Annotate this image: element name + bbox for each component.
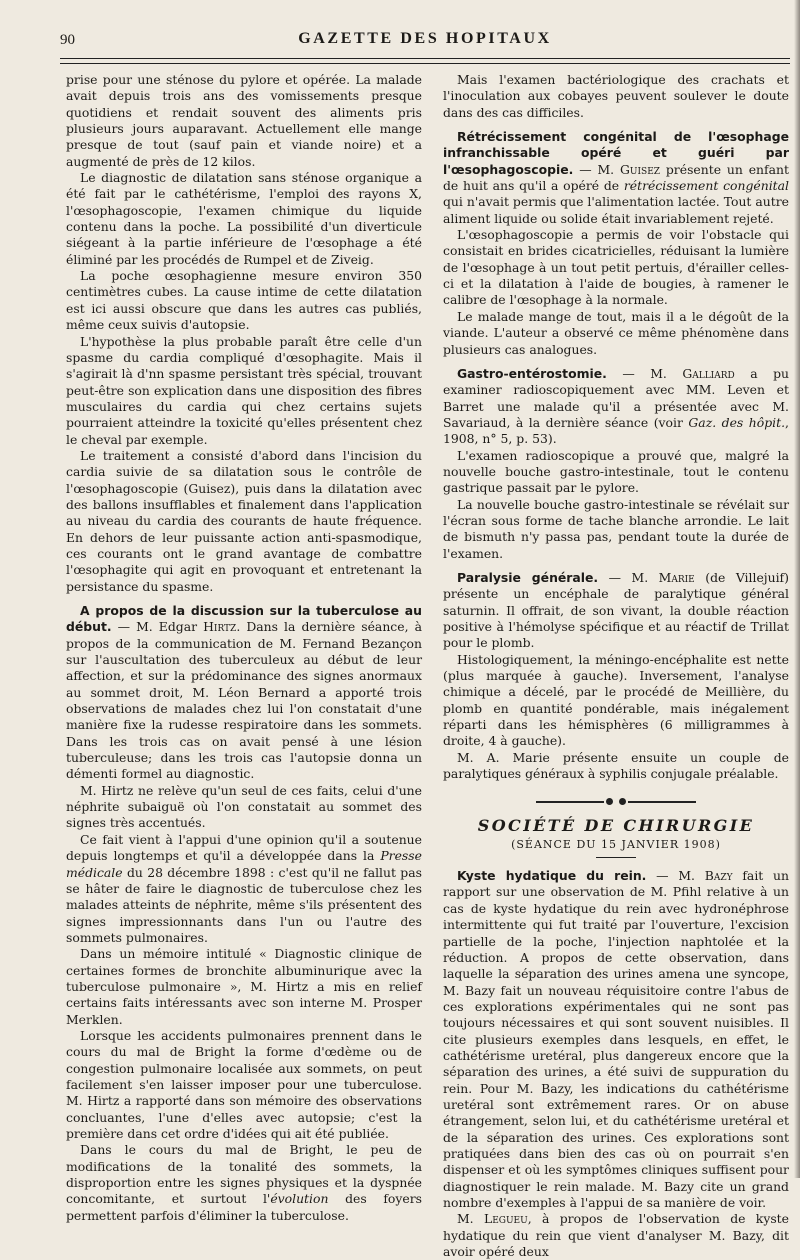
text-run: présente un enfant de huit ans qu'il a opéré de (443, 161, 789, 194)
paragraph (66, 1142, 422, 1224)
author-name: Legueu (483, 1211, 528, 1227)
section-heading: A propos de la discussion sur la tuberculose au début. (66, 603, 422, 635)
paragraph: Le malade mange de tout, mais il a le dégoût de la viande. L'auteur a observé ce même phénomène dans plusieurs cas analogues. (443, 308, 789, 357)
text-run: , 1908, n° 5, p. 53). (443, 414, 789, 447)
paragraph: M. A. Marie présente ensuite un couple de paralytiques généraux à syphilis conjugale préalable. (443, 749, 789, 782)
author-prefix: — M. (579, 161, 615, 177)
society-title: SOCIÉTÉ DE CHIRURGIE (477, 816, 755, 836)
paragraph (443, 1211, 789, 1260)
divider-line (628, 801, 696, 803)
page-number: 90 (60, 32, 75, 48)
author-name: Galliard (682, 365, 735, 381)
author-prefix: — M. (608, 569, 649, 585)
emphasis: rétrécissement congénital (623, 178, 789, 194)
paragraph: Lorsque les accidents pulmonaires prennent dans le cours du mal de Bright la forme d'œdème ou de congestion pulmonaire localisée aux sommets, on peut facilement s'en laisser imposer pour une tuberculose. M. Hirtz a rapporté dans son mémoire des observations concluantes, l'une d'elles avec autopsie; c'est la première dans cet ordre d'idées qui ait été publiée. (66, 1027, 422, 1141)
paragraph: M. Hirtz ne relève qu'un seul de ces faits, celui d'une néphrite subaiguë où l'on constatait au sommet des signes très accentués. (66, 782, 422, 831)
paragraph: Mais l'examen bactériologique des crachats et l'inoculation aux cobayes peuvent soulever le doute dans des cas difficiles. (443, 72, 789, 120)
right-column (443, 72, 789, 1260)
section-heading: Rétrécissement congénital de l'œsophage infranchissable opéré et guéri par l'œsophagoscopie. (443, 129, 789, 177)
section-gastro (443, 366, 789, 448)
paragraph (66, 832, 422, 946)
left-column (66, 72, 422, 1224)
short-rule (596, 857, 636, 858)
paragraph: Le diagnostic de dilatation sans sténose organique a été fait par le cathétérisme, l'emploi des rayons X, l'œsophagoscopie, l'examen chimique du liquide contenu dans la poche. La possibilité d'un diverticule siégeant à la partie inférieure de l'œsophage a été éliminé par les procédés de Rumpel et de Ziveig. (66, 170, 422, 267)
page-edge-shadow (794, 0, 800, 1178)
header-rule (60, 58, 790, 64)
section-divider-ornament (536, 796, 696, 808)
paragraph: prise pour une sténose du pylore et opérée. La malade avait depuis trois ans des vomissements presque quotidiens et rendait souvent des aliments pris plusieurs jours auparavant. Actuellement elle mange presque de tout (sauf pain et viande noire) et a augmenté de près de 12 kilos. (66, 72, 422, 169)
author-name: Guisez (619, 161, 661, 177)
section-paralysie (443, 570, 789, 652)
society-session-date: (SÉANCE DU 15 JANVIER 1908) (511, 837, 721, 851)
paragraph: La nouvelle bouche gastro-intestinale se révélait sur l'écran sous forme de tache blanche arrondie. Le lait de bismuth n'y passa pas, pendant toute la durée de l'examen. (443, 496, 789, 561)
divider-dot (619, 798, 626, 805)
author-prefix: — M. Edgar (117, 619, 198, 635)
author-name: Bazy (704, 868, 733, 884)
paragraph: Le traitement a consisté d'abord dans l'incision du cardia suivie de sa dilatation sous le contrôle de l'œsophagoscopie (Guisez), puis dans la dilatation avec des ballons insufflables et finalement dans l'application au niveau du cardia des courants de haute fréquence. En dehors de leur puissante action anti-spasmodique, ces courants ont le grand avantage de combattre l'œsophagite qui agit en provoquant et entretenant la persistance du spasme. (66, 447, 422, 594)
page-header (60, 30, 790, 52)
divider-dot (606, 798, 613, 805)
paragraph: L'œsophagoscopie a permis de voir l'obstacle qui consistait en brides cicatricielles, réduisant la lumière de l'œsophage à un tout petit pertuis, d'érailler celles-ci et la dilatation à l'aide de bougies, à ramener le calibre de l'œsophage à la normale. (443, 227, 789, 308)
text-run: (de Villejuif) présente un encéphale de paralytique général saturnin. Il offrait, de son vivant, la double réaction positive à l'hémolyse spécifique et au réactif de Trillat pour le plomb. (443, 569, 789, 651)
paragraph: La poche œsophagienne mesure environ 350 centimètres cubes. La cause intime de cette dilatation est ici aussi obscure que dans les autres cas publiés, même ceux suivis d'autopsie. (66, 268, 422, 333)
divider-line (536, 801, 604, 803)
text-run: du 28 décembre 1898 : c'est qu'il ne fallut pas se hâter de faire le diagnostic de tuberculose chez les malades atteints de néphrite, même s'ils présentent des signes impressionnants dans l'un ou l'autre des sommets pulmonaires. (66, 864, 422, 945)
author-prefix: — M. (622, 365, 667, 381)
section-text: . Dans la dernière séance, à propos de la communication de M. Fernand Bezançon sur l'auscultation des tuberculeux au début de leur affection, et sur la prédominance des signes anormaux au sommet droit, M. Léon Bernard a apporté trois observations de malades chez lui l'on constatait d'une manière fixe la rudesse respiratoire dans les sommets. Dans les trois cas on avait pensé à une lésion tuberculeuse; dans les trois cas l'autopsie donna un démenti formel au diagnostic. (66, 619, 422, 782)
emphasis: évolution (270, 1191, 329, 1207)
section-tuberculose (66, 603, 422, 783)
paragraph: L'hypothèse la plus probable paraît être celle d'un spasme du cardia compliqué d'œsophagite. Mais il s'agirait là d'nn spasme persistant très spécial, trouvant peut-être son explication dans une disposition des fibres musculaires du cardia qui chez certains sujets pourraient atteindre la toxicité qu'elles présentent chez le cheval par exemple. (66, 333, 422, 447)
text-run: des foyers permettent parfois d'éliminer la tuberculose. (66, 1191, 422, 1223)
text-run: a pu examiner radioscopiquement avec MM. Leven et Barret une malade qu'il a présentée avec M. Savariaud, à la dernière séance (voir (443, 365, 789, 430)
text-run: , à propos de l'observation de kyste hydatique du rein que vient d'analyser M. Bazy, dit avoir opéré deux (443, 1211, 789, 1260)
author-prefix: M. (457, 1211, 474, 1227)
author-name: Hirtz (203, 619, 237, 635)
section-heading: Paralysie générale. (457, 569, 599, 585)
journal-reference: Presse médicale (66, 848, 422, 880)
journal-title: GAZETTE DES HOPITAUX (298, 30, 552, 47)
journal-reference: Gaz. des hôpit. (688, 414, 786, 430)
section-kyste (443, 868, 789, 1211)
paragraph: Dans un mémoire intitulé « Diagnostic clinique de certaines formes de bronchite albuminurique avec la tuberculose pulmonaire », M. Hirtz a mis en relief certains faits intéressants avec son interne M. Prosper Merklen. (66, 946, 422, 1027)
text-run: fait un rapport sur une observation de M. Pfihl relative à un cas de kyste hydatique du rein avec hydronéphrose intermittente qui fut traité par l'ouverture, l'excision partielle de la poche, l'injection naphtolée et la réduction. A propos de cette observation, dans laquelle la séparation des urines amena une syncope, M. Bazy fait un nouveau réquisitoire contre l'abus de ces explorations expérimentales qui ne sont pas toujours nécessaires et qui sont souvent nuisibles. Il cite plusieurs exemples dans lesquels, en effet, le cathétérisme uretéral, plus dangereux encore que la séparation des urines, a été suivi de suppuration du rein. Pour M. Bazy, les indications du cathétérisme uretéral sont extrêmement rares. Or on abuse étrangement, selon lui, et du cathétérisme uretéral et de la séparation des urines. Ces explorations sont pratiquées dans bien des cas où on pourrait s'en dispenser et où les symptômes cliniques suffisent pour diagnostiquer le rein malade. M. Bazy cite un grand nombre d'exemples à l'appui de sa manière de voir. (443, 868, 789, 1210)
text-run: qui n'avait permis que l'alimentation lactée. Tout autre aliment liquide ou solide était invariablement rejeté. (443, 194, 789, 226)
paragraph: Histologiquement, la méningo-encéphalite est nette (plus marquée à gauche). Inversement, l'analyse chimique a décelé, par le procédé de Meillière, du plomb en quantité pondérable, mais inégalement réparti dans les hémisphères (6 milligrammes à droite, 4 à gauche). (443, 651, 789, 749)
text-run: Dans le cours du mal de Bright, le peu de modifications de la tonalité des sommets, la disproportion entre les signes physiques et la dyspnée concomitante, et surtout l' (66, 1142, 422, 1207)
text-run: Ce fait vient à l'appui d'une opinion qu'il a soutenue depuis longtemps et qu'il a développée dans la (66, 831, 422, 864)
paragraph: L'examen radioscopique a prouvé que, malgré la nouvelle bouche gastro-intestinale, tout le contenu gastrique passait par le pylore. (443, 447, 789, 496)
section-heading: Kyste hydatique du rein. (457, 868, 647, 884)
section-retrecissement (443, 129, 789, 227)
section-heading: Gastro-entérostomie. (457, 365, 607, 381)
author-name: Marie (658, 569, 695, 585)
author-prefix: — M. (656, 868, 695, 884)
